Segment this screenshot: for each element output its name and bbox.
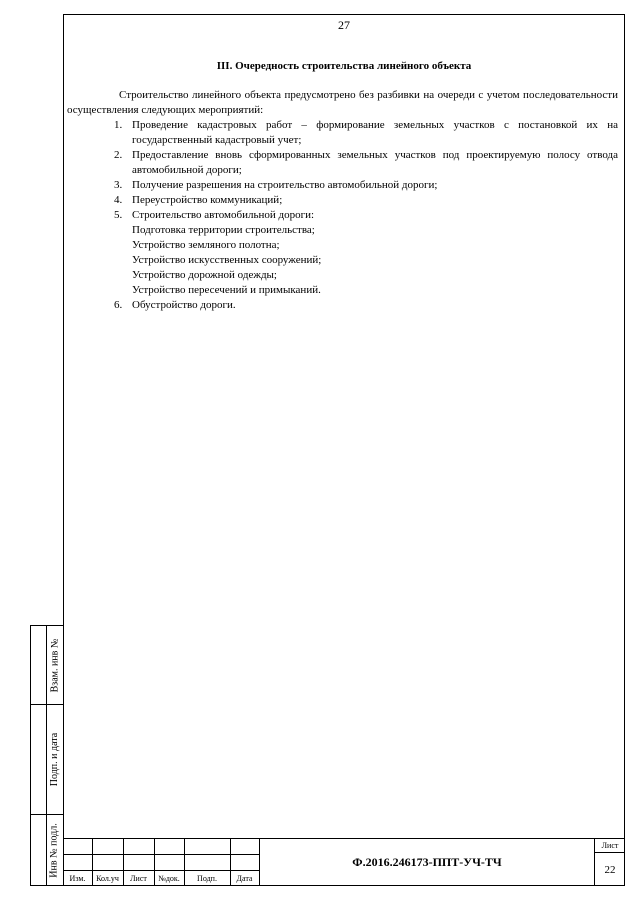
sub-list-item: Устройство земляного полотна; xyxy=(132,239,280,251)
steps-list xyxy=(67,118,618,313)
section-title: III. Очередность строительства линейного объекта xyxy=(216,60,472,72)
list-item: 3. Получение разрешения на строительство автомобильной дороги; xyxy=(114,179,438,191)
col-kol-uch: Кол.уч xyxy=(96,874,119,883)
sub-list-item: Устройство искусственных сооружений; xyxy=(132,254,322,266)
col-data: Дата xyxy=(236,874,253,883)
col-podp: Подп. xyxy=(197,874,217,883)
list-item: 1. Проведение кадастровых работ – формирование земельных участков с постановкой их на государственный кадастровый учет; xyxy=(114,119,618,146)
col-ndok: №док. xyxy=(158,874,180,883)
side-stamp-inv xyxy=(30,815,63,886)
title-block xyxy=(63,838,625,886)
col-list: Лист xyxy=(130,874,147,883)
side-label-podp: Подп. и дата xyxy=(49,732,60,787)
intro-paragraph: Строительство линейного объекта предусмотрено без разбивки на очереди с учетом последовательности осуществления следующих мероприятий: xyxy=(67,89,618,116)
col-izm: Изм. xyxy=(69,874,86,883)
side-stamp-podp xyxy=(30,705,63,815)
revision-table xyxy=(63,839,260,886)
side-stamp-vzam xyxy=(30,625,63,705)
document-code: Ф.2016.246173-ППТ-УЧ-ТЧ xyxy=(352,855,502,869)
sheet-number: 22 xyxy=(604,864,616,876)
sub-list-item: Устройство пересечений и примыканий. xyxy=(132,284,321,296)
side-label-inv: Инв № подл. xyxy=(49,822,61,878)
sub-list-item: Устройство дорожной одежды; xyxy=(132,269,277,281)
list-item: 6. Обустройство дороги. xyxy=(114,299,236,311)
sheet-box xyxy=(594,839,625,886)
page-number: 27 xyxy=(338,18,350,32)
side-label-vzam: Взам. инв № xyxy=(49,638,61,692)
list-item: 2. Предоставление вновь сформированных земельных участков под проектируемую полосу отвода автомобильной дороги; xyxy=(114,149,618,176)
list-item: 4. Переустройство коммуникаций; xyxy=(114,194,283,206)
document-body xyxy=(67,88,618,313)
list-item: 5. Строительство автомобильной дороги: Подготовка территории строительства; Устройство земляного полотна; Устройство искусственных сооружений; Устройство дорожной одежды; Устройство пересечений и примыканий. xyxy=(67,208,618,298)
sub-steps-list xyxy=(132,223,618,298)
page-frame xyxy=(63,14,625,886)
sub-list-item: Подготовка территории строительства; xyxy=(132,224,315,236)
sheet-label: Лист xyxy=(595,840,625,853)
